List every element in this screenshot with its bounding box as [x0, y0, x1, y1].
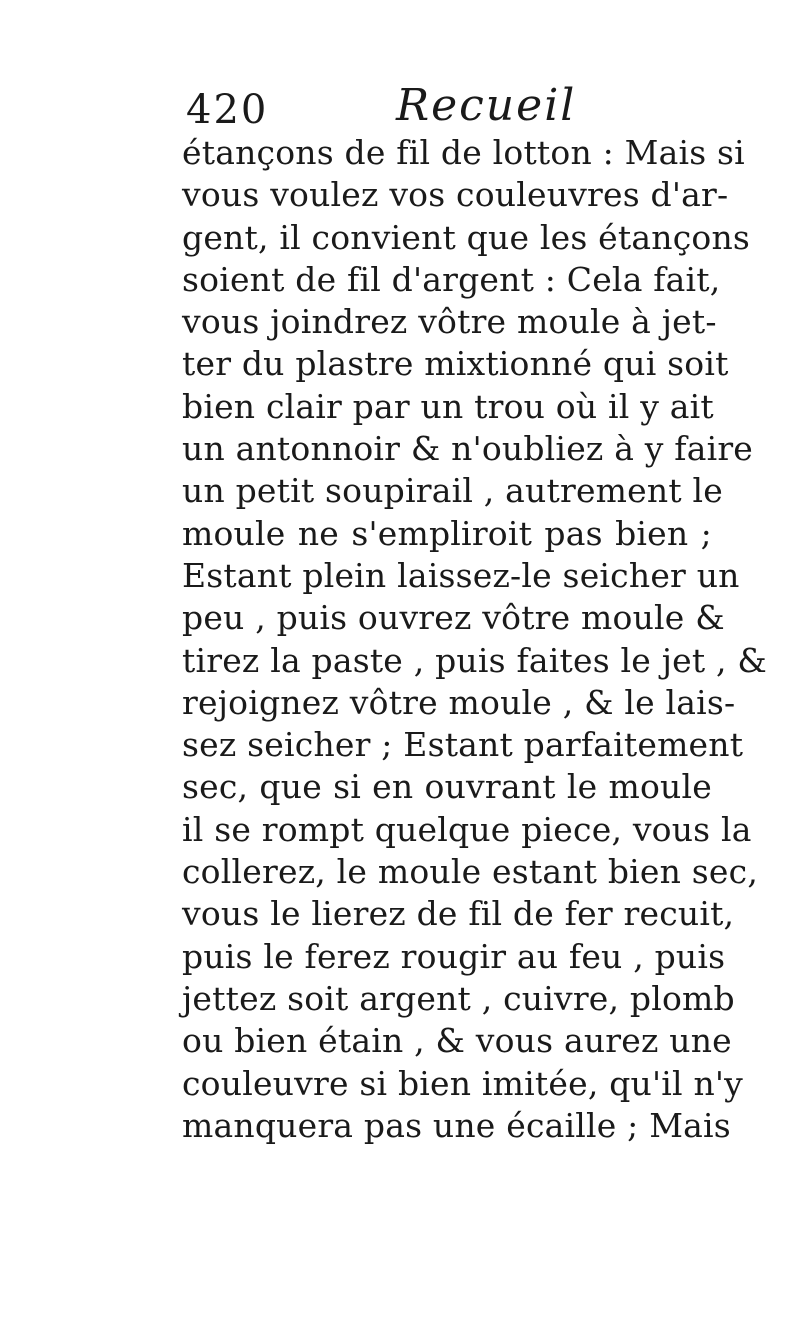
- text-line: vous joindrez vôtre moule à jet-: [182, 302, 717, 342]
- text-line: un antonnoir & n'oubliez à y faire: [182, 429, 754, 469]
- text-line: bien clair par un trou où il y ait: [182, 386, 714, 426]
- running-head: [186, 78, 706, 140]
- text-line: soient de fil d'argent : Cela fait,: [182, 259, 721, 299]
- text-line: rejoignez vôtre moule , & le lais-: [182, 682, 736, 722]
- page-number: 420: [186, 87, 269, 133]
- text-line: puis le ferez rougir au feu , puis: [182, 936, 726, 976]
- text-line: couleuvre si bien imitée, qu'il n'y: [182, 1063, 744, 1103]
- text-line: étançons de fil de lotton : Mais si: [182, 133, 745, 172]
- text-line: un petit soupirail , autrement le: [182, 471, 723, 511]
- text-line: peu , puis ouvrez vôtre moule &: [182, 598, 725, 638]
- text-line: jettez soit argent , cuivre, plomb: [182, 978, 735, 1018]
- text-line: tirez la paste , puis faites le jet , &: [182, 640, 767, 680]
- text-line: ou bien étain , & vous aurez une: [182, 1021, 732, 1061]
- text-line: Estant plein laissez-le seicher un: [182, 555, 740, 595]
- text-line: vous le lierez de fil de fer recuit,: [182, 894, 735, 934]
- text-line: sez seicher ; Estant parfaitement: [182, 725, 744, 765]
- text-line: collerez, le moule estant bien sec,: [182, 852, 759, 892]
- text-line: vous voulez vos couleuvres d'ar-: [182, 175, 729, 215]
- text-line: manquera pas une écaille ; Mais: [182, 1105, 731, 1145]
- text-line: moule ne s'empliroit pas bien ;: [182, 513, 712, 553]
- text-block: [182, 132, 767, 1147]
- text-line: gent, il convient que les étançons: [182, 217, 751, 257]
- text-line: sec, que si en ouvrant le moule: [182, 767, 712, 807]
- text-line: il se rompt quelque piece, vous la: [182, 809, 752, 849]
- text-line: ter du plastre mixtionné qui soit: [182, 344, 729, 384]
- running-title: Recueil: [396, 80, 577, 131]
